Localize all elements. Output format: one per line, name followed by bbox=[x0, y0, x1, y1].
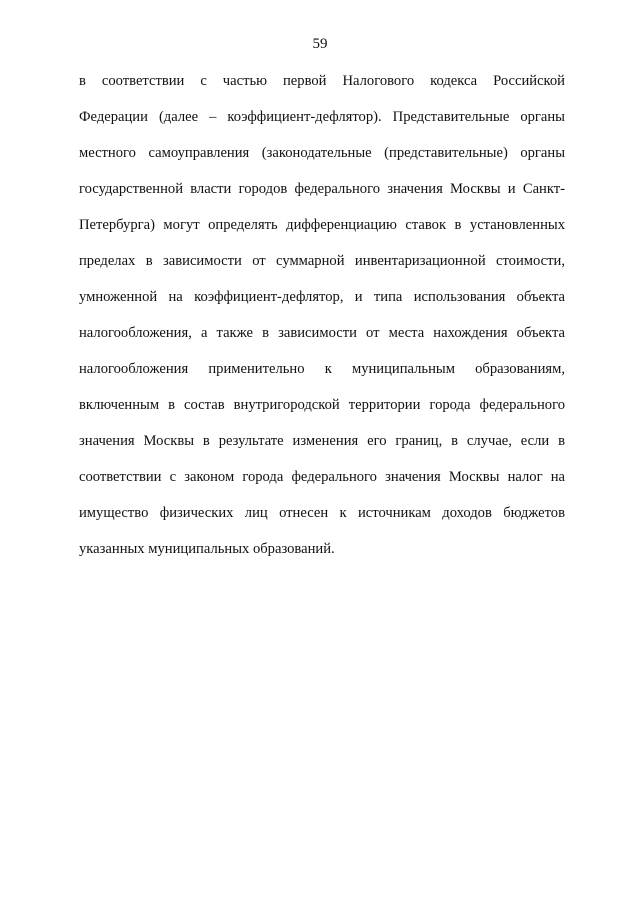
page-number: 59 bbox=[312, 36, 328, 52]
paragraph-line: умноженной на коэффициент-дефлятор, и типа использования объекта bbox=[79, 289, 565, 305]
paragraph-line: местного самоуправления (законодательные (представительные) органы bbox=[79, 145, 565, 161]
paragraph-line: пределах в зависимости от суммарной инвентаризационной стоимости, bbox=[79, 253, 565, 269]
paragraph-line: государственной власти городов федерального значения Москвы и Санкт- bbox=[79, 181, 565, 197]
paragraph-line: в соответствии с частью первой Налогового кодекса Российской bbox=[79, 73, 565, 89]
paragraph-line: имущество физических лиц отнесен к источникам доходов бюджетов bbox=[79, 505, 565, 521]
paragraph-line: налогообложения применительно к муниципальным образованиям, bbox=[79, 361, 565, 377]
paragraph-line: включенным в состав внутригородской территории города федерального bbox=[79, 397, 565, 413]
paragraph-line: указанных муниципальных образований. bbox=[79, 541, 335, 557]
paragraph-line: Петербурга) могут определять дифференциацию ставок в установленных bbox=[79, 217, 565, 233]
paragraph-line: значения Москвы в результате изменения его границ, в случае, если в bbox=[79, 433, 565, 449]
paragraph-line: налогообложения, а также в зависимости от места нахождения объекта bbox=[79, 325, 565, 341]
paragraph-line: Федерации (далее – коэффициент-дефлятор). Представительные органы bbox=[79, 109, 565, 125]
paragraph-line: соответствии с законом города федерального значения Москвы налог на bbox=[79, 469, 565, 485]
